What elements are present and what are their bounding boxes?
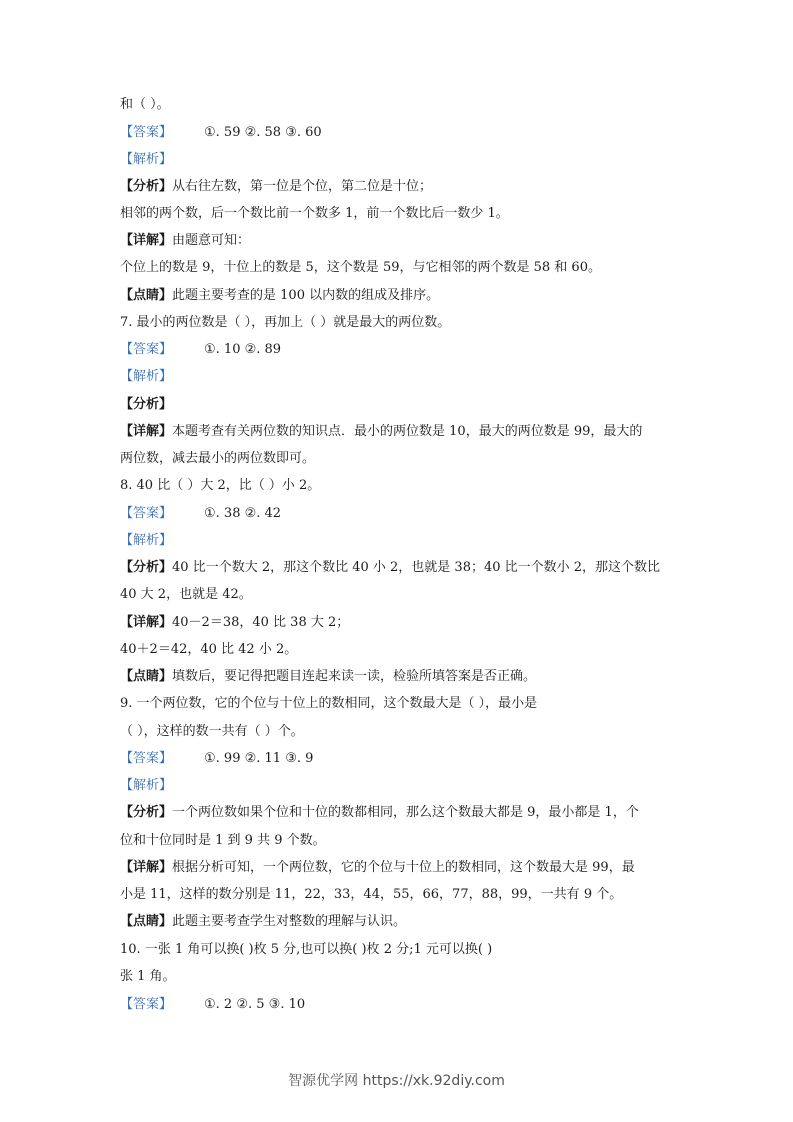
detail-tag: 【详解】 <box>120 233 173 248</box>
answer-line <box>120 505 680 522</box>
paragraph-text: 两位数，减去最小的两位数即可。 <box>120 451 316 466</box>
answer-line <box>120 124 680 141</box>
detail-tag: 【详解】 <box>120 424 173 439</box>
question-text: 8. 40 比（ ）大 2，比（ ）小 2。 <box>120 478 321 493</box>
paragraph-text: 40＋2＝42，40 比 42 小 2。 <box>120 642 298 657</box>
comment-tag: 【点睛】 <box>120 669 173 684</box>
answer-line <box>120 750 680 767</box>
paragraph-text: 40 大 2，也就是 42。 <box>120 587 252 602</box>
question-text: 7. 最小的两位数是（ ），再加上（ ）就是最大的两位数。 <box>120 315 451 330</box>
detail-text: 根据分析可知，一个两位数，它的个位与十位上的数相同，这个数最大是 99，最 <box>172 860 635 875</box>
comment-tag: 【点睛】 <box>120 288 173 303</box>
comment-text: 此题主要考查的是 100 以内数的组成及排序。 <box>172 288 440 303</box>
answer-line <box>120 996 680 1013</box>
question-7 <box>120 314 680 331</box>
fenxi-text: 40 比一个数大 2，那这个数比 40 小 2，也就是 38；40 比一个数小 2，那这个数比 <box>172 560 661 575</box>
text-line <box>120 96 680 113</box>
question-9 <box>120 695 680 712</box>
text-line <box>120 832 680 849</box>
paragraph-text: 位和十位同时是 1 到 9 共 9 个数。 <box>120 833 326 848</box>
fenxi-line <box>120 396 680 413</box>
analysis-tag: 【解析】 <box>120 778 173 793</box>
question-8 <box>120 477 680 494</box>
detail-line <box>120 423 680 440</box>
comment-text: 此题主要考查学生对整数的理解与认识。 <box>172 914 407 929</box>
text-line <box>120 205 680 222</box>
answer-text: ①. 38 ②. 42 <box>204 506 282 521</box>
comment-line <box>120 668 680 685</box>
fenxi-tag: 【分析】 <box>120 179 173 194</box>
detail-line <box>120 232 680 249</box>
answer-line <box>120 341 680 358</box>
answer-text: ①. 59 ②. 58 ③. 60 <box>204 125 322 140</box>
text-line <box>120 586 680 603</box>
answer-text: ①. 99 ②. 11 ③. 9 <box>204 751 314 766</box>
fenxi-line <box>120 178 680 195</box>
text-line <box>120 968 680 985</box>
text-line <box>120 259 680 276</box>
analysis-tag: 【解析】 <box>120 369 173 384</box>
answer-tag: 【答案】 <box>120 342 173 357</box>
question-10 <box>120 941 680 958</box>
question-tail: 和（ ）。 <box>120 97 170 112</box>
comment-text: 填数后，要记得把题目连起来读一读，检验所填答案是否正确。 <box>172 669 537 684</box>
answer-text: ①. 2 ②. 5 ③. 10 <box>204 997 306 1012</box>
text-line <box>120 641 680 658</box>
paragraph-text: 相邻的两个数，后一个数比前一个数多 1，前一个数比后一数少 1。 <box>120 206 509 221</box>
comment-line <box>120 913 680 930</box>
fenxi-line <box>120 804 680 821</box>
analysis-tag: 【解析】 <box>120 152 173 167</box>
fenxi-tag: 【分析】 <box>120 397 173 412</box>
detail-line <box>120 859 680 876</box>
paragraph-text: 个位上的数是 9，十位上的数是 5，这个数是 59，与它相邻的两个数是 58 和 60。 <box>120 260 601 275</box>
comment-tag: 【点睛】 <box>120 914 173 929</box>
answer-text: ①. 10 ②. 89 <box>204 342 282 357</box>
text-line <box>120 450 680 467</box>
question-text: 9. 一个两位数，它的个位与十位上的数相同，这个数最大是（ ），最小是 <box>120 696 538 711</box>
detail-line <box>120 614 680 631</box>
text-line <box>120 723 680 740</box>
analysis-tag: 【解析】 <box>120 533 173 548</box>
question-text: 张 1 角。 <box>120 969 176 984</box>
fenxi-text: 一个两位数如果个位和十位的数都相同，那么这个数最大都是 9，最小都是 1，个 <box>172 805 639 820</box>
fenxi-tag: 【分析】 <box>120 560 173 575</box>
fenxi-text: 从右往左数，第一位是个位，第二位是十位； <box>172 179 433 194</box>
paragraph-text: 小是 11，这样的数分别是 11，22，33，44，55，66，77，88，99，一共有 9 个。 <box>120 887 623 902</box>
text-line <box>120 886 680 903</box>
answer-tag: 【答案】 <box>120 506 173 521</box>
detail-tag: 【详解】 <box>120 615 173 630</box>
answer-tag: 【答案】 <box>120 997 173 1012</box>
analysis-line <box>120 777 680 794</box>
detail-tag: 【详解】 <box>120 860 173 875</box>
fenxi-tag: 【分析】 <box>120 805 173 820</box>
question-text: （ ），这样的数一共有（ ）个。 <box>120 724 304 739</box>
analysis-line <box>120 532 680 549</box>
analysis-line <box>120 151 680 168</box>
answer-tag: 【答案】 <box>120 125 173 140</box>
question-text: 10. 一张 1 角可以换( )枚 5 分,也可以换( )枚 2 分;1 元可以换( ) <box>120 942 493 957</box>
fenxi-line <box>120 559 680 576</box>
detail-text: 由题意可知： <box>172 233 251 248</box>
comment-line <box>120 287 680 304</box>
detail-text: 40－2＝38，40 比 38 大 2； <box>172 615 350 630</box>
detail-text: 本题考查有关两位数的知识点．最小的两位数是 10，最大的两位数是 99，最大的 <box>172 424 643 439</box>
footer-watermark: 智源优学网 https://xk.92diy.com <box>288 1073 505 1089</box>
answer-tag: 【答案】 <box>120 751 173 766</box>
analysis-line <box>120 368 680 385</box>
